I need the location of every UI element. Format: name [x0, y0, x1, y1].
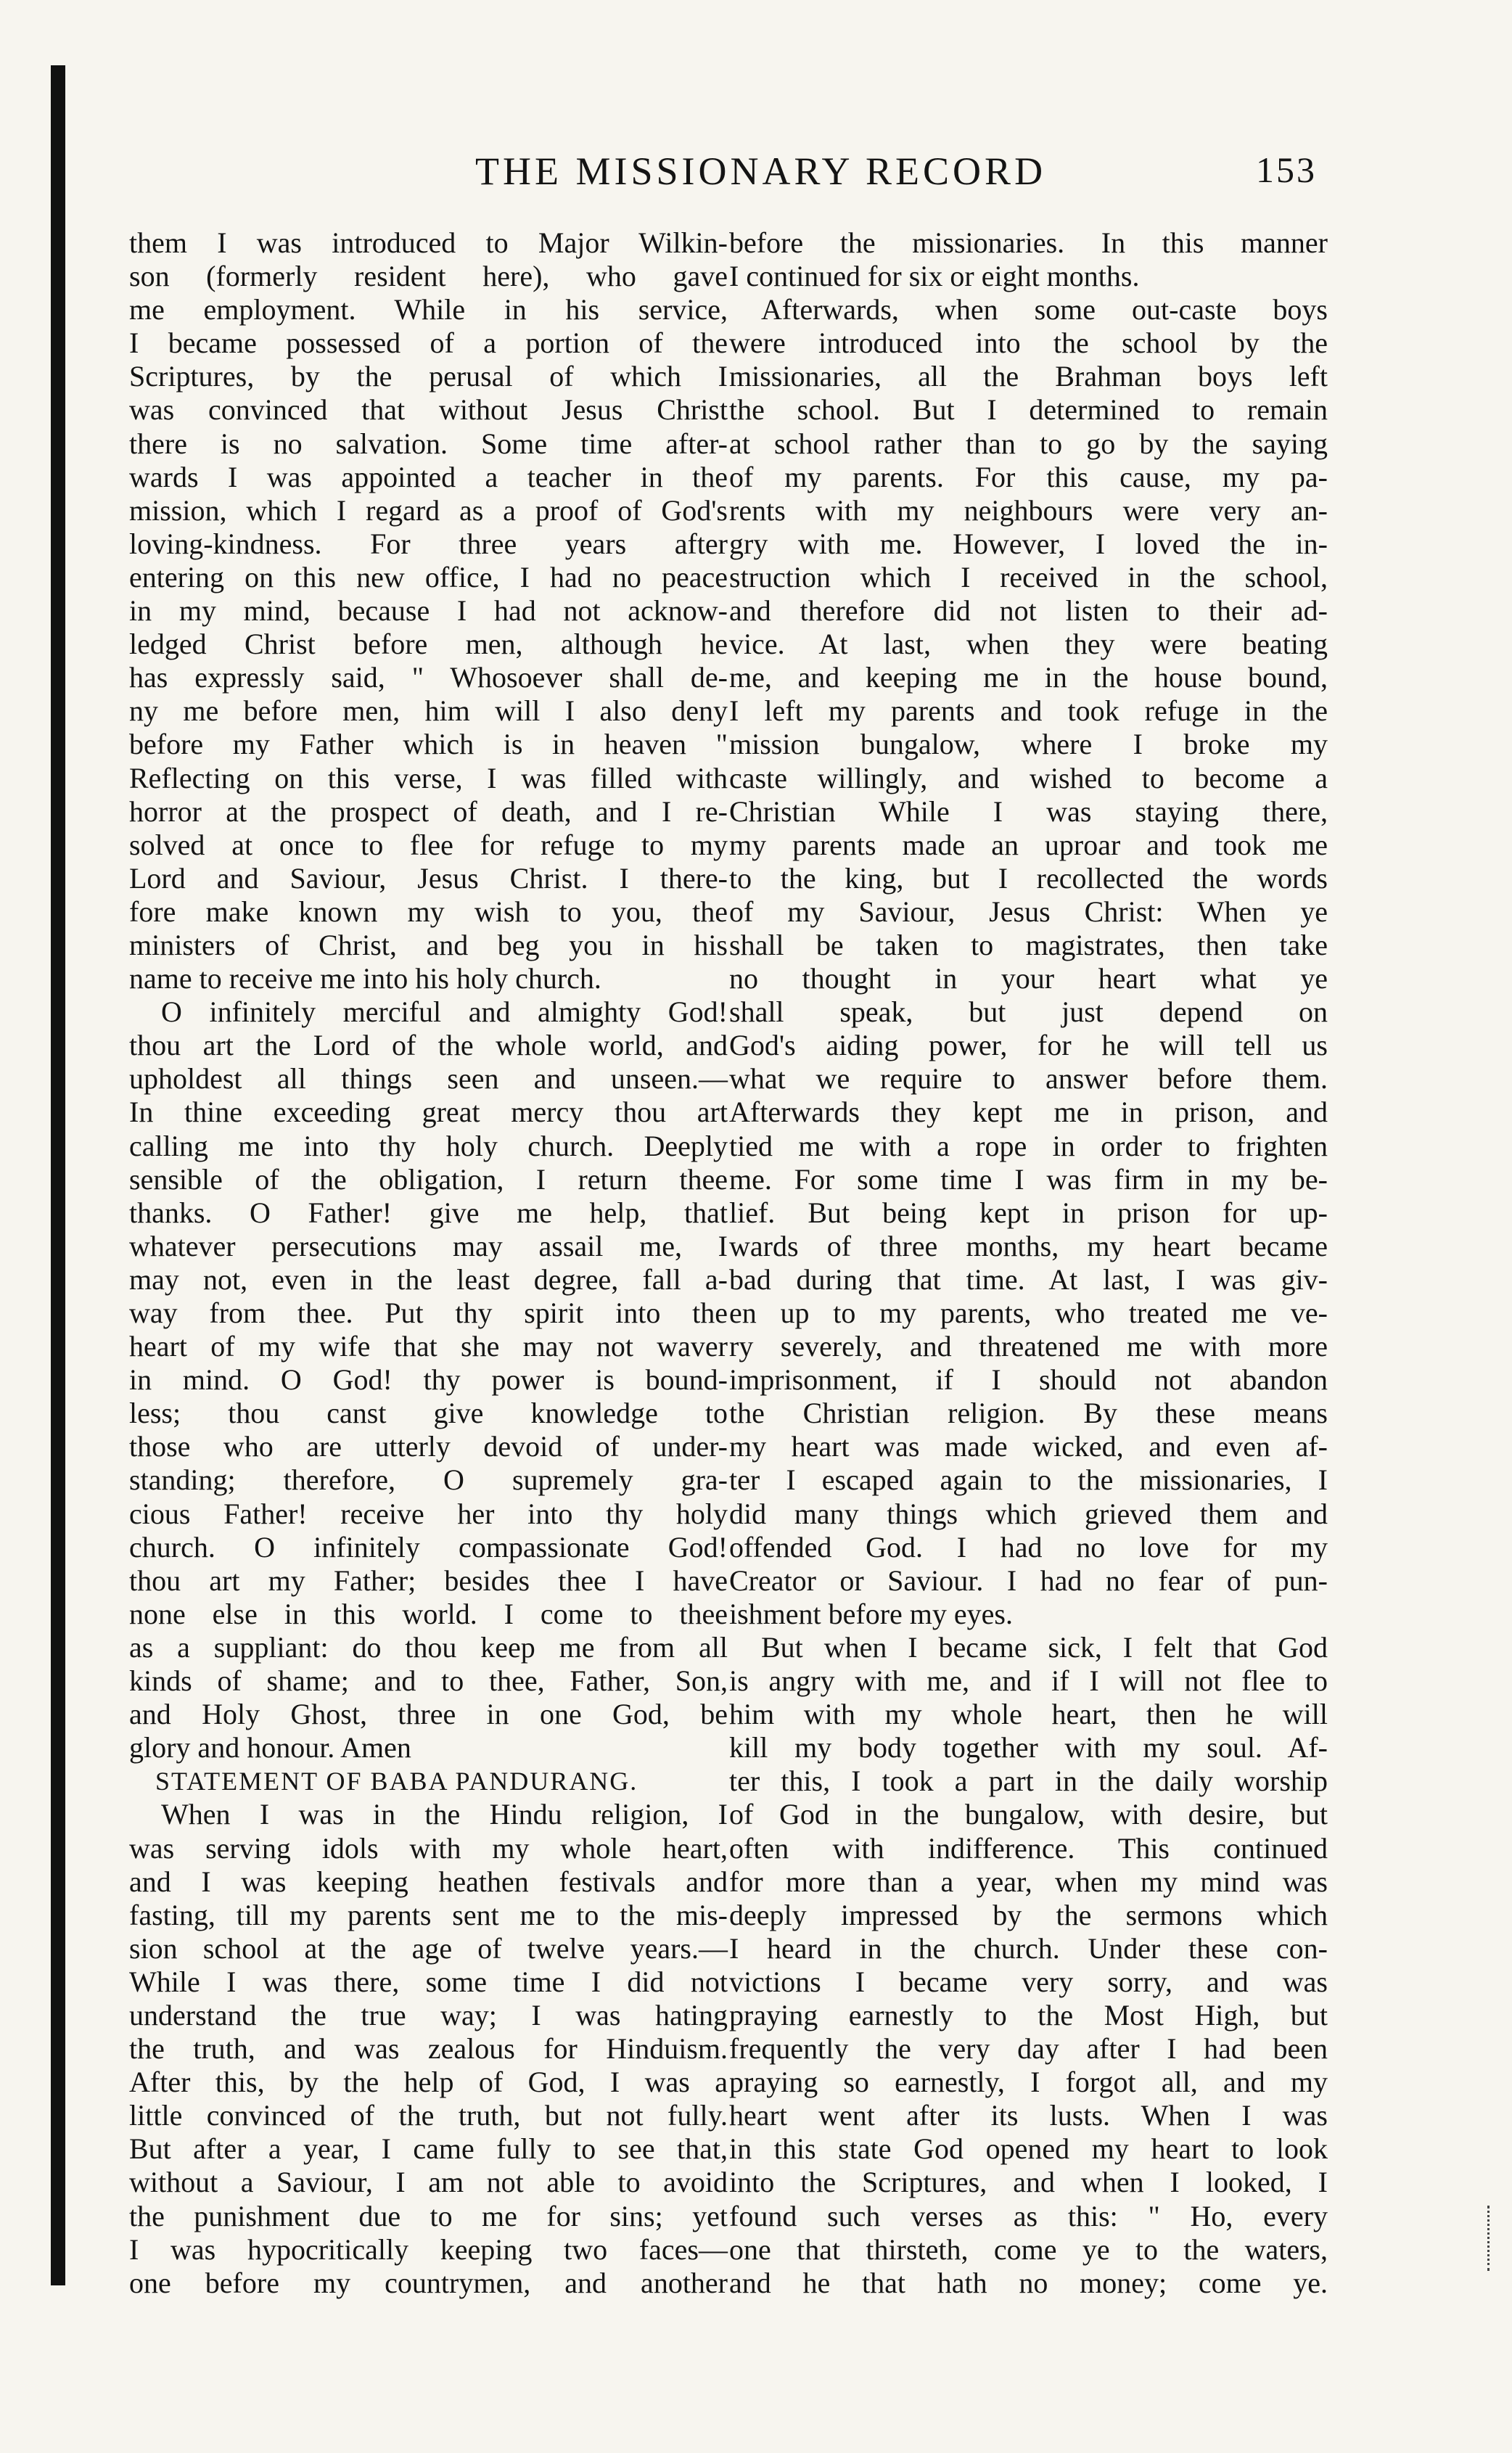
text-line: my parents made an uproar and took me: [729, 828, 1328, 861]
text-line: When I was in the Hindu religion, I: [161, 1798, 728, 1831]
text-line: But after a year, I came fully to see that,: [129, 2132, 728, 2166]
text-line: there is no salvation. Some time after-: [129, 427, 728, 460]
text-line: lief. But being kept in prison for up-: [729, 1196, 1328, 1229]
text-line: of my parents. For this cause, my pa-: [729, 460, 1328, 493]
text-line: him with my whole heart, then he will: [729, 1698, 1328, 1731]
text-line: praying earnestly to the Most High, but: [729, 1998, 1328, 2031]
text-line: sion school at the age of twelve years.—: [129, 1931, 728, 1965]
text-line: vice. At last, when they were beating: [729, 628, 1328, 661]
text-line: way from thee. Put thy spirit into the: [129, 1297, 728, 1329]
text-line: horror at the prospect of death, and I re-: [129, 794, 728, 828]
text-line: in this state God opened my heart to look: [729, 2132, 1328, 2166]
text-line: mission bungalow, where I broke my: [729, 728, 1328, 761]
text-line: the school. But I determined to remain: [729, 393, 1328, 427]
text-line: name to receive me into his holy church.: [129, 962, 601, 995]
text-line: thou art the Lord of the whole world, and: [129, 1029, 728, 1062]
text-line: ter this, I took a part in the daily worship: [729, 1764, 1328, 1798]
text-line: at school rather than to go by the saying: [729, 427, 1328, 460]
text-line: imprisonment, if I should not abandon: [729, 1363, 1328, 1397]
text-line: Scriptures, by the perusal of which I: [129, 360, 728, 393]
text-line: rents with my neighbours were very an-: [729, 493, 1328, 527]
text-line: before the missionaries. In this manner: [729, 226, 1328, 259]
text-line: whatever persecutions may assail me, I: [129, 1229, 728, 1262]
text-line: and I was keeping heathen festivals and: [129, 1865, 728, 1898]
text-line: caste willingly, and wished to become a: [729, 761, 1328, 794]
text-line: glory and honour. Amen: [129, 1731, 411, 1764]
text-line: was serving idols with my whole heart,: [129, 1831, 728, 1865]
text-line: the Christian religion. By these means: [729, 1397, 1328, 1430]
text-line: thanks. O Father! give me help, that: [129, 1196, 728, 1229]
text-line: those who are utterly devoid of under-: [129, 1430, 728, 1463]
text-line: before my Father which is in heaven ": [129, 728, 728, 761]
text-line: me employment. While in his service,: [129, 293, 728, 326]
text-line: cious Father! receive her into thy holy: [129, 1497, 728, 1530]
text-line: wards I was appointed a teacher in the: [129, 460, 728, 493]
text-line: en up to my parents, who treated me ve-: [729, 1297, 1328, 1329]
text-line: in mind. O God! thy power is bound-: [129, 1363, 728, 1397]
binding-edge: [51, 65, 65, 2285]
text-line: deeply impressed by the sermons which: [729, 1898, 1328, 1931]
text-line: of my Saviour, Jesus Christ: When ye: [729, 895, 1328, 928]
text-line: in my mind, because I had not acknow-: [129, 594, 728, 628]
text-line: standing; therefore, O supremely gra-: [129, 1463, 728, 1497]
text-line: O infinitely merciful and almighty God!: [161, 995, 728, 1029]
page-header: [127, 149, 1317, 200]
text-line: Christian While I was staying there,: [729, 794, 1328, 828]
text-line: mission, which I regard as a proof of God's: [129, 493, 728, 527]
text-line: shall be taken to magistrates, then take: [729, 928, 1328, 961]
text-line: less; thou canst give knowledge to: [129, 1397, 728, 1430]
text-line: my heart was made wicked, and even af-: [729, 1430, 1328, 1463]
text-line: fasting, till my parents sent me to the mis-: [129, 1898, 728, 1931]
text-line: may not, even in the least degree, fall a-: [129, 1262, 728, 1296]
text-line: sensible of the obligation, I return thee: [129, 1162, 728, 1196]
text-line: ny me before men, him will I also deny: [129, 694, 728, 728]
text-line: heart of my wife that she may not waver: [129, 1330, 728, 1363]
text-line: entering on this new office, I had no peace: [129, 560, 728, 593]
text-line: one that thirsteth, come ye to the waters,: [729, 2232, 1328, 2266]
text-line: thou art my Father; besides thee I have: [129, 1564, 728, 1597]
text-line: and Holy Ghost, three in one God, be: [129, 1698, 728, 1731]
text-line: understand the true way; I was hating: [129, 1998, 728, 2031]
text-line: did many things which grieved them and: [729, 1497, 1328, 1530]
text-line: shall speak, but just depend on: [729, 995, 1328, 1029]
text-line: one before my countrymen, and another: [129, 2266, 728, 2299]
text-line: struction which I received in the school,: [729, 560, 1328, 593]
text-line: was convinced that without Jesus Christ: [129, 393, 728, 427]
text-line: loving-kindness. For three years after: [129, 527, 728, 560]
text-line: calling me into thy holy church. Deeply: [129, 1129, 728, 1162]
text-line: I left my parents and took refuge in the: [729, 694, 1328, 728]
text-line: fore make known my wish to you, the: [129, 895, 728, 928]
text-line: ter I escaped again to the missionaries, I: [729, 1463, 1328, 1497]
right-column: [729, 226, 1328, 2299]
text-line: for more than a year, when my mind was: [729, 1865, 1328, 1898]
text-line: kill my body together with my soul. Af-: [729, 1731, 1328, 1764]
text-line: Afterwards they kept me in prison, and: [729, 1096, 1328, 1129]
text-line: heart went after its lusts. When I was: [729, 2099, 1328, 2132]
text-line: ishment before my eyes.: [729, 1597, 1013, 1630]
text-line: I heard in the church. Under these con-: [729, 1931, 1328, 1965]
running-head: THE MISSIONARY RECORD: [475, 149, 1047, 193]
text-line: them I was introduced to Major Wilkin-: [129, 226, 728, 259]
text-line: me, and keeping me in the house bound,: [729, 661, 1328, 694]
text-line: the punishment due to me for sins; yet: [129, 2199, 728, 2232]
text-line: the truth, and was zealous for Hinduism.: [129, 2032, 728, 2066]
text-line: In thine exceeding great mercy thou art: [129, 1096, 728, 1129]
text-line: me. For some time I was firm in my be-: [729, 1162, 1328, 1196]
text-line: I was hypocritically keeping two faces—: [129, 2232, 728, 2266]
text-line: tied me with a rope in order to frighten: [729, 1129, 1328, 1162]
text-line: upholdest all things seen and unseen.—: [129, 1062, 728, 1096]
text-line: as a suppliant: do thou keep me from all: [129, 1630, 728, 1664]
text-line: missionaries, all the Brahman boys left: [729, 360, 1328, 393]
text-line: After this, by the help of God, I was a: [129, 2066, 728, 2099]
text-line: Lord and Saviour, Jesus Christ. I there-: [129, 861, 728, 895]
text-line: wards of three months, my heart became: [729, 1229, 1328, 1262]
margin-marks: [1487, 2206, 1495, 2271]
text-line: Afterwards, when some out-caste boys: [761, 293, 1328, 326]
page-number: 153: [1256, 149, 1317, 190]
text-line: kinds of shame; and to thee, Father, Son,: [129, 1664, 728, 1698]
text-line: solved at once to flee for refuge to my: [129, 828, 728, 861]
text-line: I continued for six or eight months.: [729, 260, 1140, 293]
text-line: While I was there, some time I did not: [129, 1965, 728, 1998]
text-line: church. O infinitely compassionate God!: [129, 1530, 728, 1564]
text-line: ry severely, and threatened me with more: [729, 1330, 1328, 1363]
text-line: no thought in your heart what ye: [729, 962, 1328, 995]
text-line: what we require to answer before them.: [729, 1062, 1328, 1096]
left-column: [129, 226, 728, 2299]
text-line: ministers of Christ, and beg you in his: [129, 928, 728, 961]
text-line: praying so earnestly, I forgot all, and my: [729, 2066, 1328, 2099]
text-line: has expressly said, " Whosoever shall de-: [129, 661, 728, 694]
text-line: gry with me. However, I loved the in-: [729, 527, 1328, 560]
text-line: none else in this world. I come to thee: [129, 1597, 728, 1630]
text-line: frequently the very day after I had been: [729, 2032, 1328, 2066]
text-line: found such verses as this: " Ho, every: [729, 2199, 1328, 2232]
text-line: Creator or Saviour. I had no fear of pun-: [729, 1564, 1328, 1597]
text-line: without a Saviour, I am not able to avoid: [129, 2166, 728, 2199]
text-line: of God in the bungalow, with desire, but: [729, 1798, 1328, 1831]
text-line: little convinced of the truth, but not fully.: [129, 2099, 728, 2132]
text-line: ledged Christ before men, although he: [129, 628, 728, 661]
text-line: But when I became sick, I felt that God: [761, 1630, 1328, 1664]
text-line: often with indifference. This continued: [729, 1831, 1328, 1865]
text-line: were introduced into the school by the: [729, 326, 1328, 360]
text-line: I became possessed of a portion of the: [129, 326, 728, 360]
text-line: Reflecting on this verse, I was filled with: [129, 761, 728, 794]
text-line: and therefore did not listen to their ad-: [729, 594, 1328, 628]
text-line: bad during that time. At last, I was giv-: [729, 1262, 1328, 1296]
section-heading: STATEMENT OF BABA PANDURANG.: [155, 1767, 638, 1796]
text-line: into the Scriptures, and when I looked, I: [729, 2166, 1328, 2199]
text-line: to the king, but I recollected the words: [729, 861, 1328, 895]
text-line: offended God. I had no love for my: [729, 1530, 1328, 1564]
text-line: is angry with me, and if I will not flee to: [729, 1664, 1328, 1698]
text-line: victions I became very sorry, and was: [729, 1965, 1328, 1998]
text-line: son (formerly resident here), who gave: [129, 260, 728, 293]
text-line: God's aiding power, for he will tell us: [729, 1029, 1328, 1062]
text-line: and he that hath no money; come ye.: [729, 2266, 1328, 2299]
